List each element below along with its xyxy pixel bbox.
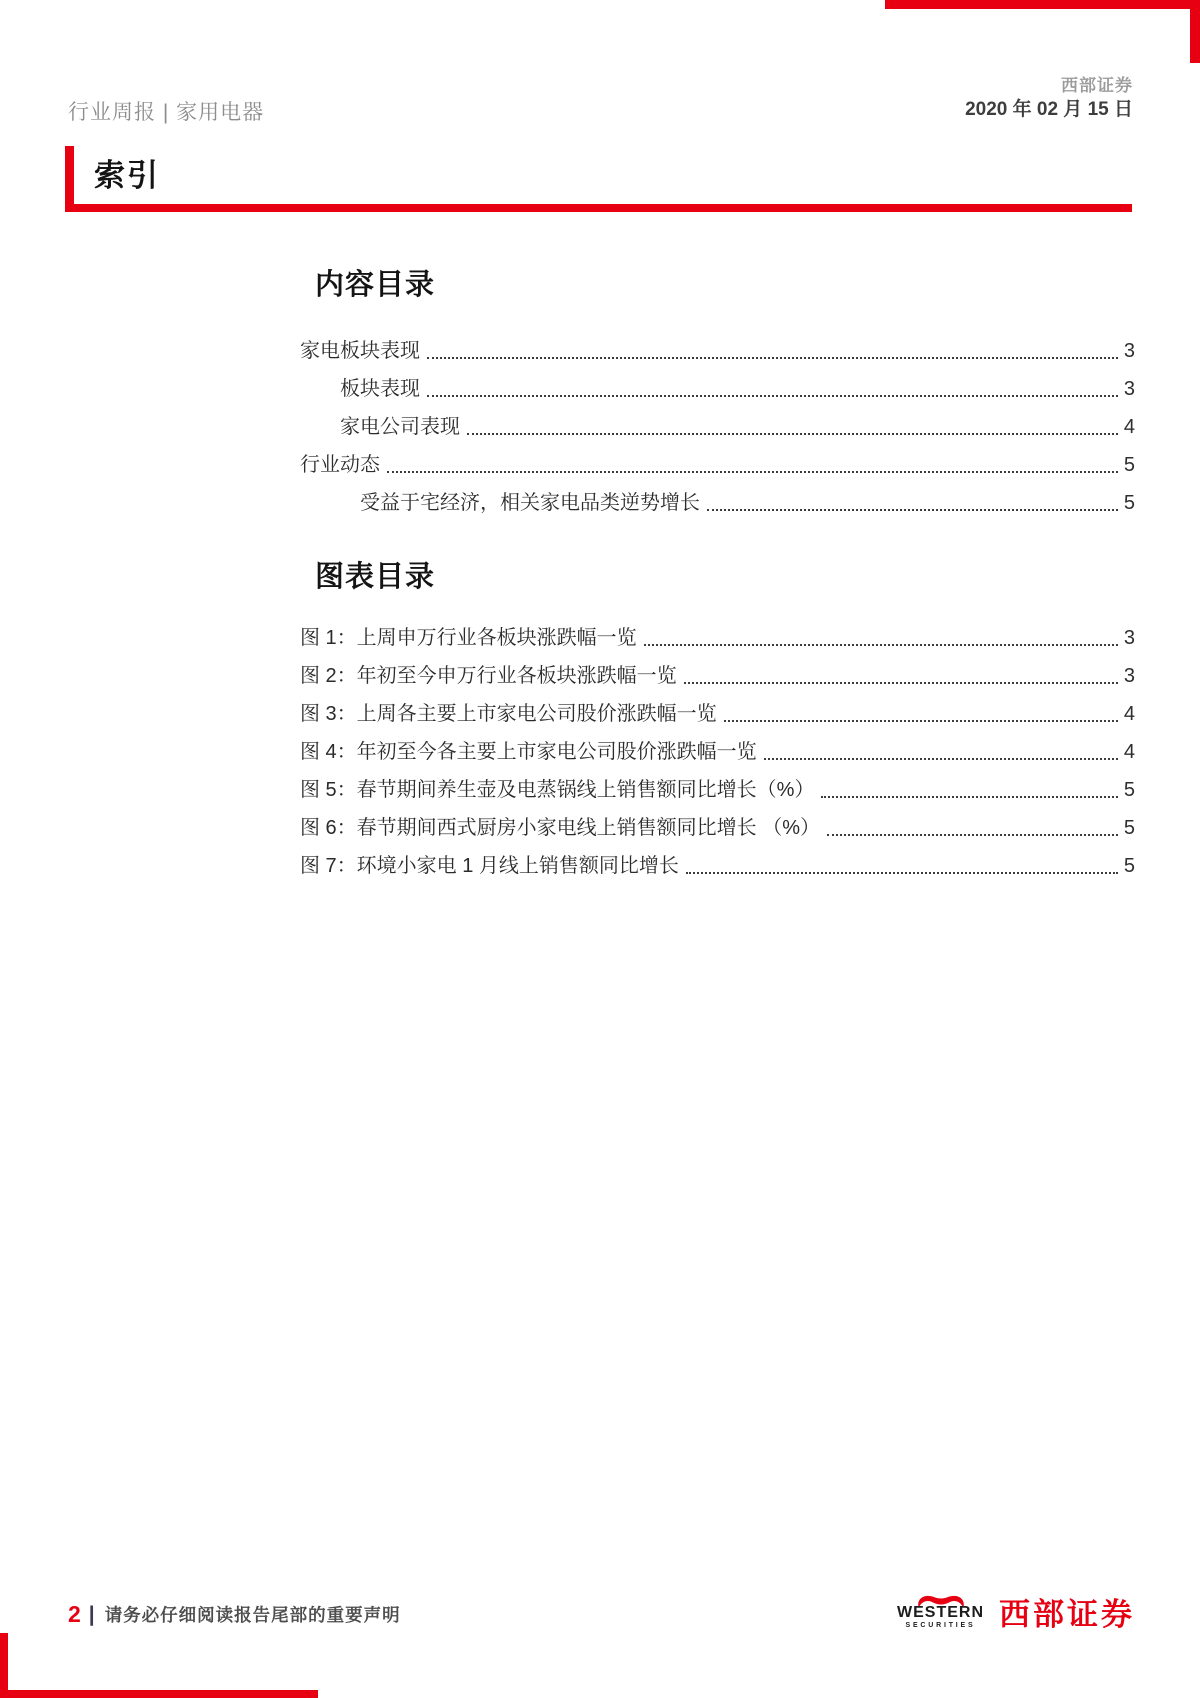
toc-entry-label: 板块表现 <box>340 378 420 400</box>
dot-leader <box>764 758 1118 760</box>
dot-leader <box>387 471 1118 473</box>
toc-entry-page: 3 <box>1123 340 1135 362</box>
figures-toc-title: 图表目录 <box>315 561 436 593</box>
figure-entry-page: 4 <box>1123 703 1135 725</box>
toc-entry[interactable] <box>300 341 1135 362</box>
logo-securities-text: SECURITIES <box>905 1622 976 1629</box>
top-right-corner-bar-vertical <box>1190 0 1200 63</box>
footer-page-number: 2 <box>68 1601 81 1627</box>
header-category: 行业周报 | 家用电器 <box>68 101 265 124</box>
toc-entry-label: 家电公司表现 <box>340 416 460 438</box>
dot-leader <box>707 509 1118 511</box>
toc-entry[interactable] <box>300 455 1135 476</box>
figure-entry[interactable] <box>300 818 1135 839</box>
figure-entry[interactable] <box>300 704 1135 725</box>
figure-entry-label: 图 4：年初至今各主要上市家电公司股价涨跌幅一览 <box>300 741 757 763</box>
section-title-left-bar <box>65 146 74 212</box>
figure-entry[interactable] <box>300 628 1135 649</box>
toc-entry-page: 3 <box>1123 378 1135 400</box>
logo-western-block <box>897 1593 984 1630</box>
footer-separator: | <box>88 1602 95 1626</box>
figure-entry-label: 图 5：春节期间养生壶及电蒸锅线上销售额同比增长（%） <box>300 779 815 801</box>
contents-toc <box>300 268 1135 531</box>
dot-leader <box>467 433 1118 435</box>
figure-entry[interactable] <box>300 742 1135 763</box>
logo-chinese-text: 西部证券 <box>999 1597 1135 1632</box>
top-right-corner-bar-horizontal <box>885 0 1200 9</box>
logo-western-text: WESTERN <box>897 1604 984 1621</box>
figures-toc <box>300 560 1135 894</box>
figure-entry-label: 图 1：上周申万行业各板块涨跌幅一览 <box>300 627 637 649</box>
toc-entry-page: 4 <box>1123 416 1135 438</box>
toc-entry-label: 受益于宅经济，相关家电品类逆势增长 <box>360 492 700 514</box>
toc-entry-label: 家电板块表现 <box>300 340 420 362</box>
dot-leader <box>644 644 1118 646</box>
figure-entry-label: 图 7：环境小家电 1 月线上销售额同比增长 <box>300 855 679 877</box>
toc-entry-page: 5 <box>1123 454 1135 476</box>
dot-leader <box>821 796 1117 798</box>
toc-entry[interactable] <box>300 493 1135 514</box>
dot-leader <box>684 682 1118 684</box>
footer-disclaimer-row <box>68 1601 401 1628</box>
dot-leader <box>686 872 1118 874</box>
footer-disclaimer-text: 请务必仔细阅读报告尾部的重要声明 <box>104 1605 401 1625</box>
figure-entry-page: 4 <box>1123 741 1135 763</box>
header-brand-watermark: 西部证券 <box>1061 76 1133 95</box>
dot-leader <box>427 357 1118 359</box>
toc-entry[interactable] <box>300 417 1135 438</box>
dot-leader <box>827 834 1118 836</box>
contents-toc-title: 内容目录 <box>315 269 436 301</box>
figure-entry-page: 3 <box>1123 627 1135 649</box>
toc-entry-label: 行业动态 <box>300 454 380 476</box>
dot-leader <box>724 720 1118 722</box>
dot-leader <box>427 395 1118 397</box>
figure-entry-page: 5 <box>1123 855 1135 877</box>
figure-entry-page: 5 <box>1123 817 1135 839</box>
section-title-underline <box>65 204 1132 212</box>
figure-entry[interactable] <box>300 780 1135 801</box>
bottom-left-corner-bar-vertical <box>0 1633 8 1698</box>
header-date: 2020 年 02 月 15 日 <box>965 99 1133 120</box>
figure-entry-label: 图 3：上周各主要上市家电公司股价涨跌幅一览 <box>300 703 717 725</box>
figure-entry[interactable] <box>300 666 1135 687</box>
figure-entry[interactable] <box>300 856 1135 877</box>
section-title: 索引 <box>94 158 160 193</box>
figure-entry-page: 3 <box>1123 665 1135 687</box>
figure-entry-label: 图 6：春节期间西式厨房小家电线上销售额同比增长 （%） <box>300 817 821 839</box>
bottom-left-corner-bar-horizontal <box>0 1690 318 1698</box>
toc-entry[interactable] <box>300 379 1135 400</box>
figure-entry-page: 5 <box>1123 779 1135 801</box>
figure-entry-label: 图 2：年初至今申万行业各板块涨跌幅一览 <box>300 665 677 687</box>
company-logo <box>897 1589 1135 1634</box>
toc-entry-page: 5 <box>1123 492 1135 514</box>
